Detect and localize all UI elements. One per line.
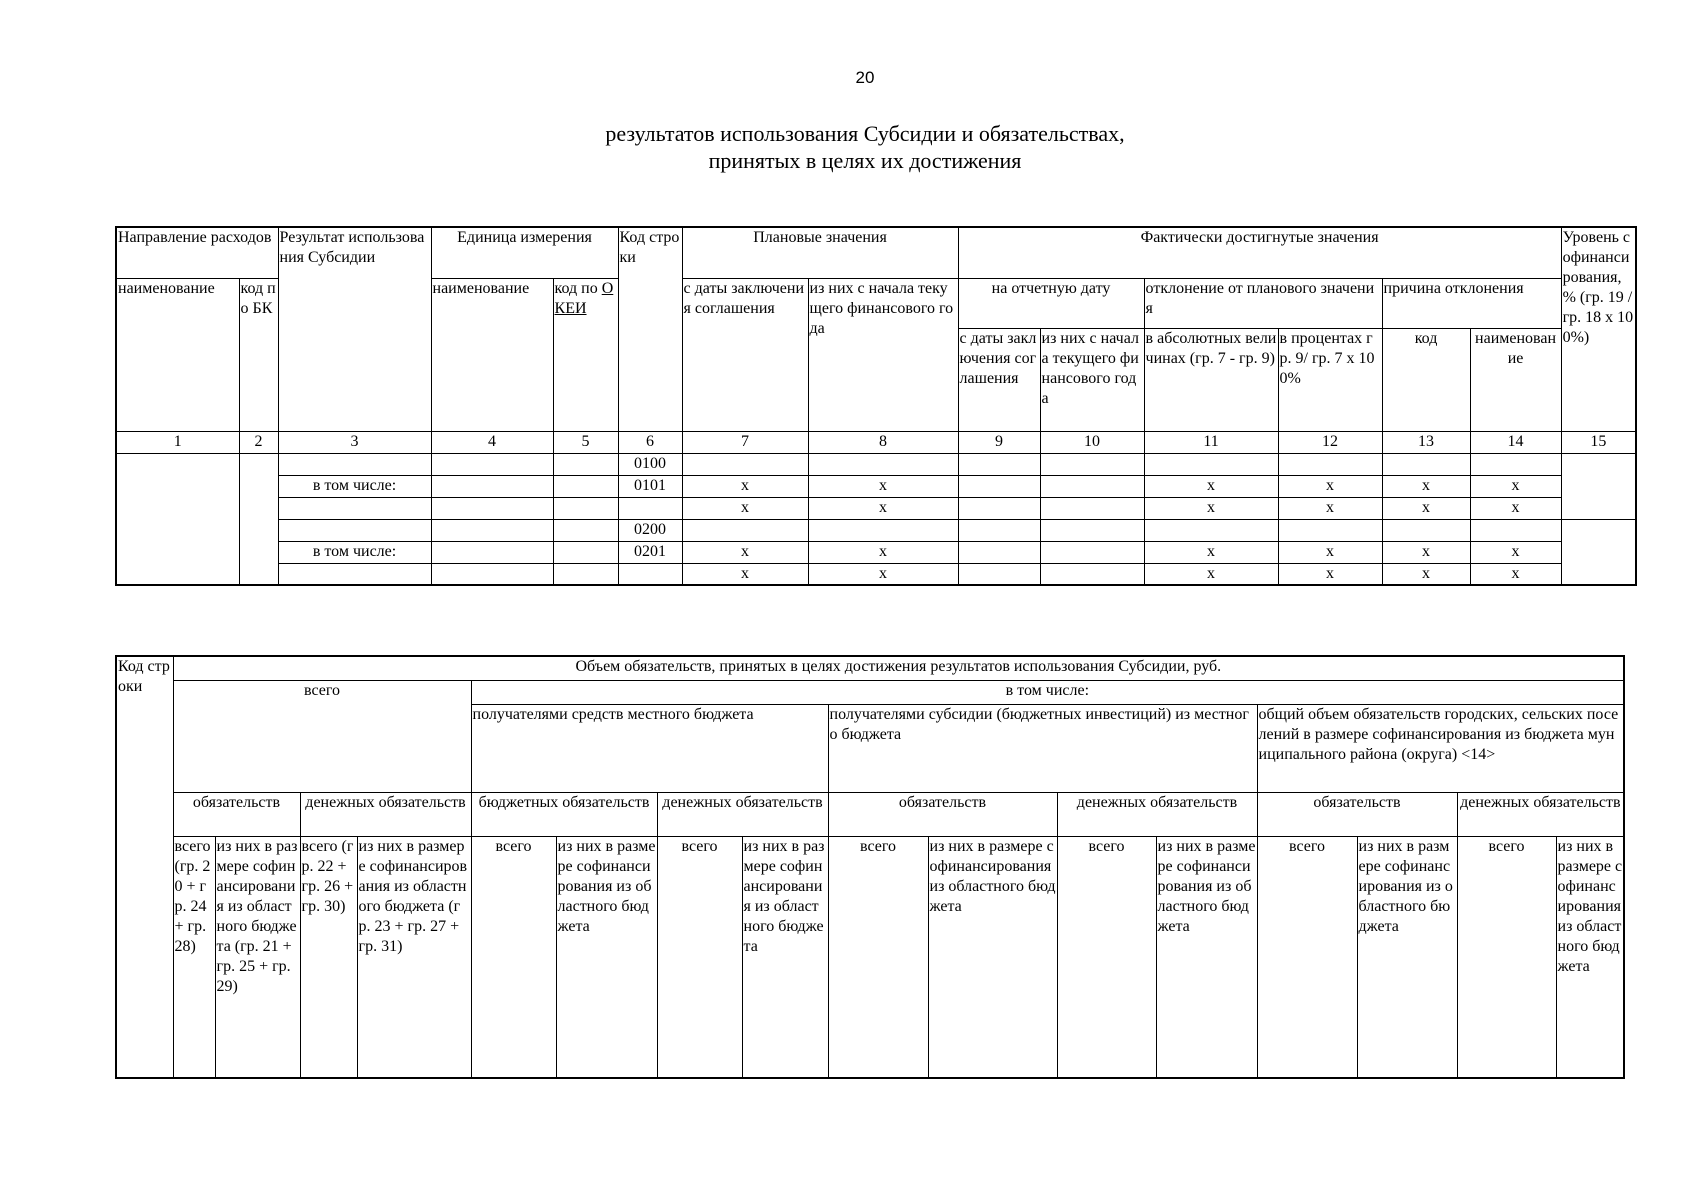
- header-actual-from-fy: из них с начала текущего финансового года: [1040, 328, 1144, 431]
- x-mark: x: [1382, 563, 1470, 585]
- x-mark: x: [1382, 475, 1470, 497]
- x-mark: x: [1144, 497, 1278, 519]
- x-mark: x: [1470, 475, 1561, 497]
- row-code-cell: 0101: [618, 475, 682, 497]
- cofinancing-level-cell[interactable]: [1561, 453, 1636, 519]
- table-row: [116, 563, 1636, 585]
- x-mark: x: [682, 497, 808, 519]
- t2-subsidy-money-total: всего: [1057, 836, 1156, 1078]
- value-cell[interactable]: [958, 453, 1040, 475]
- value-cell[interactable]: [958, 541, 1040, 563]
- row-code-cell: 0200: [618, 519, 682, 541]
- x-mark: x: [1278, 475, 1382, 497]
- column-number: 6: [618, 431, 682, 453]
- t2-settlement-money-total: всего: [1457, 836, 1556, 1078]
- header-deviation: отклонение от планового значения: [1144, 278, 1382, 328]
- t2-settlement-money-of-which: из них в размере софинансирования из областного бюджета: [1556, 836, 1624, 1078]
- direction-name-cell[interactable]: [116, 453, 239, 585]
- okei-cell[interactable]: [553, 541, 618, 563]
- title-line-2: принятых в целях их достижения: [708, 148, 1022, 173]
- column-number: 11: [1144, 431, 1278, 453]
- column-number: 15: [1561, 431, 1636, 453]
- column-number: 7: [682, 431, 808, 453]
- header-result: Результат использования Субсидии: [278, 227, 431, 431]
- header-bk-code: код по БК: [239, 278, 278, 431]
- value-cell[interactable]: [682, 519, 808, 541]
- value-cell[interactable]: [958, 497, 1040, 519]
- column-number: 8: [808, 431, 958, 453]
- unit-name-cell[interactable]: [431, 475, 553, 497]
- header-actual-from-agreement: с даты заключения соглашения: [958, 328, 1040, 431]
- column-number: 1: [116, 431, 239, 453]
- value-cell[interactable]: [1040, 519, 1144, 541]
- x-mark: x: [808, 475, 958, 497]
- row-code-cell: [618, 563, 682, 585]
- x-mark: x: [1278, 497, 1382, 519]
- t2-header-row-code: Код строки: [116, 656, 173, 1078]
- header-reason-name: наименование: [1470, 328, 1561, 431]
- x-mark: x: [1144, 563, 1278, 585]
- row-code-cell: 0201: [618, 541, 682, 563]
- t2-money-all: всего (гр. 22 + гр. 26 + гр. 30): [300, 836, 357, 1078]
- header-okei-code: код по ОКЕИ: [553, 278, 618, 431]
- unit-name-cell[interactable]: [431, 453, 553, 475]
- result-cell[interactable]: [278, 563, 431, 585]
- value-cell[interactable]: [1040, 475, 1144, 497]
- column-number: 4: [431, 431, 553, 453]
- value-cell[interactable]: [958, 519, 1040, 541]
- unit-name-cell[interactable]: [431, 563, 553, 585]
- title-line-1: результатов использования Субсидии и обязательствах,: [605, 121, 1125, 146]
- t2-total-obligations: обязательств: [173, 792, 300, 836]
- header-actual: Фактически достигнутые значения: [958, 227, 1561, 278]
- column-number: 2: [239, 431, 278, 453]
- t2-subsidy-money: денежных обязательств: [1057, 792, 1257, 836]
- table-row: [116, 475, 1636, 497]
- t2-local-oblig-of-which: из них в размере софинансирования из областного бюджета: [556, 836, 657, 1078]
- header-planned: Плановые значения: [682, 227, 958, 278]
- t2-local-oblig-total: всего: [471, 836, 556, 1078]
- t2-local-money-total: всего: [657, 836, 742, 1078]
- cofinancing-level-cell[interactable]: [1561, 519, 1636, 585]
- okei-link[interactable]: ОКЕИ: [554, 279, 614, 317]
- x-mark: x: [1382, 497, 1470, 519]
- value-cell[interactable]: [1040, 541, 1144, 563]
- header-direction-name: наименование: [116, 278, 239, 431]
- t2-settlement-obligations: обязательств: [1257, 792, 1457, 836]
- t2-subsidy-oblig-of-which: из них в размере софинансирования из областного бюджета: [928, 836, 1057, 1078]
- table-row: [116, 541, 1636, 563]
- column-number: 3: [278, 431, 431, 453]
- value-cell[interactable]: [1278, 453, 1382, 475]
- t2-local-money: денежных обязательств: [657, 792, 828, 836]
- results-table: [115, 226, 1637, 586]
- header-deviation-pct: в процентах гр. 9/ гр. 7 x 100%: [1278, 328, 1382, 431]
- t2-money-of-which: из них в размере софинансирования из областного бюджета (гр. 23 + гр. 27 + гр. 31): [357, 836, 471, 1078]
- value-cell[interactable]: [1040, 563, 1144, 585]
- column-number: 10: [1040, 431, 1144, 453]
- t2-total-all: всего (гр. 20 + гр. 24 + гр. 28): [173, 836, 215, 1078]
- okei-cell[interactable]: [553, 475, 618, 497]
- okei-cell[interactable]: [553, 563, 618, 585]
- header-unit-name: наименование: [431, 278, 553, 431]
- page-number: 20: [855, 68, 875, 87]
- table-row: [116, 519, 1636, 541]
- value-cell[interactable]: [1470, 453, 1561, 475]
- value-cell[interactable]: [1382, 453, 1470, 475]
- header-from-agreement: с даты заключения соглашения: [682, 278, 808, 431]
- column-number: 9: [958, 431, 1040, 453]
- x-mark: x: [1144, 541, 1278, 563]
- value-cell[interactable]: [1278, 519, 1382, 541]
- t2-local-money-of-which: из них в размере софинансирования из областного бюджета: [742, 836, 828, 1078]
- header-direction: Направление расходов: [116, 227, 278, 278]
- x-mark: x: [682, 475, 808, 497]
- result-cell[interactable]: [278, 453, 431, 475]
- value-cell[interactable]: [1040, 497, 1144, 519]
- header-cofinancing-level: Уровень софинансирования, % (гр. 19 / гр. 18 x 100%): [1561, 227, 1636, 431]
- result-cell[interactable]: [278, 519, 431, 541]
- x-mark: x: [1470, 563, 1561, 585]
- t2-subsidy-obligations: обязательств: [828, 792, 1057, 836]
- header-reason-code: код: [1382, 328, 1470, 431]
- row-code-cell: 0100: [618, 453, 682, 475]
- x-mark: x: [1278, 541, 1382, 563]
- x-mark: x: [808, 541, 958, 563]
- header-on-report-date: на отчетную дату: [958, 278, 1144, 328]
- value-cell[interactable]: [1144, 453, 1278, 475]
- x-mark: x: [1470, 541, 1561, 563]
- x-mark: x: [808, 563, 958, 585]
- result-cell[interactable]: в том числе:: [278, 475, 431, 497]
- unit-name-cell[interactable]: [431, 519, 553, 541]
- t2-header-main: Объем обязательств, принятых в целях достижения результатов использования Субсидии, руб.: [173, 656, 1624, 680]
- result-cell[interactable]: [278, 497, 431, 519]
- t2-header-subsidy-recipients: получателями субсидии (бюджетных инвестиций) из местного бюджета: [828, 704, 1257, 792]
- value-cell[interactable]: [1382, 519, 1470, 541]
- table-row: [116, 453, 1636, 475]
- column-number: 13: [1382, 431, 1470, 453]
- okei-cell[interactable]: [553, 519, 618, 541]
- okei-cell[interactable]: [553, 497, 618, 519]
- t2-total-money: денежных обязательств: [300, 792, 471, 836]
- document-title: [0, 120, 1698, 174]
- column-number: 5: [553, 431, 618, 453]
- t2-header-including: в том числе:: [471, 680, 1624, 704]
- t2-settlement-oblig-of-which: из них в размере софинансирования из областного бюджета: [1357, 836, 1457, 1078]
- t2-subsidy-money-of-which: из них в размере софинансирования из областного бюджета: [1156, 836, 1257, 1078]
- t2-local-budget-obligations: бюджетных обязательств: [471, 792, 657, 836]
- header-deviation-abs: в абсолютных величинах (гр. 7 - гр. 9): [1144, 328, 1278, 431]
- x-mark: x: [1382, 541, 1470, 563]
- table-row: [116, 497, 1636, 519]
- value-cell[interactable]: [958, 475, 1040, 497]
- value-cell[interactable]: [1144, 519, 1278, 541]
- unit-name-cell[interactable]: [431, 541, 553, 563]
- t2-subsidy-oblig-total: всего: [828, 836, 928, 1078]
- t2-header-local-budget: получателями средств местного бюджета: [471, 704, 828, 792]
- value-cell[interactable]: [1040, 453, 1144, 475]
- x-mark: x: [682, 563, 808, 585]
- unit-name-cell[interactable]: [431, 497, 553, 519]
- value-cell[interactable]: [808, 453, 958, 475]
- header-row-code: Код строки: [618, 227, 682, 431]
- value-cell[interactable]: [682, 453, 808, 475]
- t2-settlement-oblig-total: всего: [1257, 836, 1357, 1078]
- x-mark: x: [1144, 475, 1278, 497]
- t2-total-of-which: из них в размере софинансирования из областного бюджета (гр. 21 + гр. 25 + гр. 29): [215, 836, 300, 1078]
- value-cell[interactable]: [808, 519, 958, 541]
- header-reason: причина отклонения: [1382, 278, 1561, 328]
- x-mark: x: [1278, 563, 1382, 585]
- obligations-table: [115, 655, 1625, 1079]
- bk-code-cell[interactable]: [239, 453, 278, 585]
- value-cell[interactable]: [958, 563, 1040, 585]
- x-mark: x: [682, 541, 808, 563]
- t2-settlement-money: денежных обязательств: [1457, 792, 1624, 836]
- result-cell[interactable]: в том числе:: [278, 541, 431, 563]
- row-code-cell: [618, 497, 682, 519]
- t2-header-settlements: общий объем обязательств городских, сельских поселений в размере софинансирования из бюджета муниципального района (округа) <14>: [1257, 704, 1624, 792]
- header-from-fy-start: из них с начала текущего финансового года: [808, 278, 958, 431]
- x-mark: x: [1470, 497, 1561, 519]
- value-cell[interactable]: [1470, 519, 1561, 541]
- okei-cell[interactable]: [553, 453, 618, 475]
- header-unit: Единица измерения: [431, 227, 618, 278]
- x-mark: x: [808, 497, 958, 519]
- column-number: 12: [1278, 431, 1382, 453]
- column-number: 14: [1470, 431, 1561, 453]
- t2-header-total: всего: [173, 680, 471, 792]
